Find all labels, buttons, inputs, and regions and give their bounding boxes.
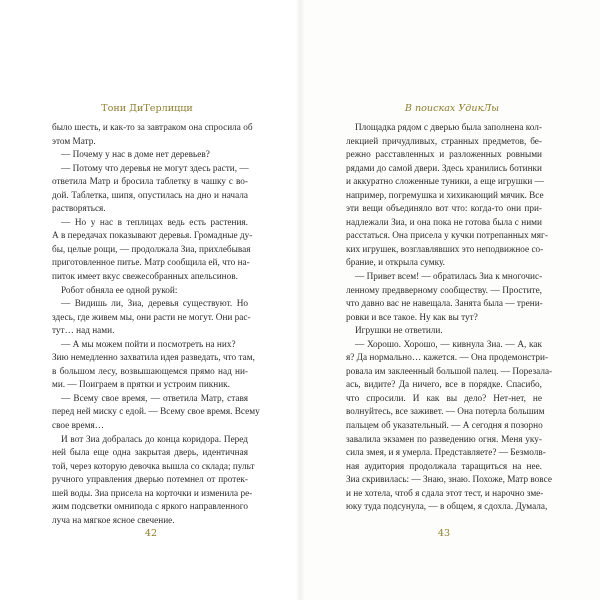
text-line: А в передачах показывают деревья. Громадные ду-: [52, 231, 253, 242]
book-gutter: [296, 0, 304, 600]
text-line: ких игрушек, возглавлявших это неподвижное со-: [346, 244, 544, 255]
right-page-number: 43: [437, 528, 451, 539]
text-line: луча на мягкое ясное свечение.: [52, 515, 175, 526]
text-line: что спросили. И как вы дело? Нет-нет, не: [346, 393, 542, 404]
text-line: пальцем об указательный. — А сегодня я позорно: [346, 421, 543, 432]
text-line: расстаться. Она присела у кучки потрепанных мяг-: [346, 231, 548, 242]
left-running-head: Тони ДиТерлицци: [101, 103, 193, 114]
text-line: свое время…: [52, 421, 105, 432]
text-line: — Хорошо. Хорошо, — кивнула Зиа. — А, как: [355, 339, 542, 350]
text-line: перед ней миску с едой. — Всему свое время. Всему: [52, 407, 260, 418]
text-line: той, через которую девочка вышла со склада; пульт: [52, 461, 255, 472]
text-line: ответила Матр и бросила таблетку в чашку с во-: [52, 177, 248, 188]
text-line: Зиа скривилась: — Знаю, знаю. Похоже, Матр вовсе: [346, 475, 552, 486]
left-body-text: [52, 122, 260, 528]
text-line: например, погремушка и хихикающий мячик. Все: [346, 190, 544, 201]
text-line: завалила экзамен по разведению огня. Меня уку-: [346, 434, 542, 445]
text-line: сила змея, и я умерла. Представляете? — Безмолв-: [346, 448, 546, 459]
text-line: ровки и все такое. Ну как вы тут?: [346, 312, 478, 323]
right-running-head: В поисках УдикЛы: [404, 103, 500, 114]
left-page-number: 42: [144, 528, 158, 539]
text-line: юку туда подсунула, — в общем, я сдохла. Думала,: [346, 502, 548, 513]
text-line: питок имеет вкус свежесобранных апельсинов.: [52, 272, 238, 283]
text-line: — А мы можем пойти и посмотреть на них?: [61, 339, 236, 350]
text-line: тут… над нами.: [52, 326, 115, 337]
text-line: Робот обняла ее одной рукой:: [61, 285, 178, 296]
text-line: я? Да нормально… кажется. — Она продемонстри-: [346, 353, 549, 364]
text-line: надлежали Зиа, и она пока не готова была с ними: [346, 217, 542, 228]
text-line: — Всему свое время, — ответила Матр, ставя: [61, 393, 248, 404]
text-line: бы, целые рощи, — продолжала Зиа, прихлебывая: [52, 244, 251, 255]
text-line: Площадка рядом с дверью была заполнена кол-: [355, 123, 542, 133]
text-line: И вот Зиа добралась до конца коридора. Перед: [61, 434, 248, 445]
text-line: здесь, где живем мы, они расти не могут. Они рас-: [52, 312, 251, 323]
text-line: и не хотела, чтоб я сдала этот тест, и нарочно зме-: [346, 488, 544, 499]
text-line: было шесть, и как-то за завтраком она спросила об: [52, 123, 253, 133]
text-line: ручного управления дверью потемнел от протек-: [52, 475, 248, 486]
text-line: Зию немедленно захватила идея разведать, что там,: [52, 353, 255, 364]
text-line: этом Матр.: [52, 136, 96, 147]
text-line: — Но у нас в теплицах ведь есть растения.: [61, 217, 248, 228]
text-line: — Видишь ли, Зиа, деревья существуют. Но: [61, 299, 248, 310]
text-line: что давно вас не навещала. Занята была — трени-: [346, 299, 543, 310]
text-line: рядами до самой двери. Здесь хранились ботинки: [346, 163, 542, 174]
right-page: [300, 0, 600, 600]
text-line: растворяться.: [52, 204, 106, 215]
right-body-text: [346, 122, 553, 515]
text-line: лекцией причудливых, странных предметов, бе-: [346, 136, 542, 147]
text-line: в большом лесу, возвышающемся прямо над ни-: [52, 366, 248, 377]
text-line: приготовленное питье. Матр сообщила ей, что на-: [52, 258, 250, 269]
text-line: дой. Таблетка, шипя, опустилась на дно и начала: [52, 190, 248, 201]
text-line: ми. — Поиграем в прятки и устроим пикник.: [52, 380, 230, 391]
text-line: режно расставленных и разложенных ровными: [346, 150, 542, 161]
text-line: ленному предвверному сообществу. — Простите,: [346, 285, 542, 296]
text-line: — Почему у нас в доме нет деревьев?: [61, 150, 210, 161]
text-line: шей воды. Зиа присела на корточки и изменила ре-: [52, 488, 253, 499]
text-line: брание, и открыла сумку.: [346, 258, 445, 269]
text-line: эти вещи объединяло вот что: когда-то они при-: [346, 204, 542, 215]
text-line: и аккуратно сложенные туники, а еще игрушки —: [346, 177, 544, 188]
text-line: ная аудитория продолжала таращиться на нее.: [346, 461, 542, 472]
text-line: ась, видите? Да ничего, все в порядке. Спасибо,: [346, 380, 542, 391]
text-line: ней была еще одна закрытая дверь, идентичная: [52, 448, 248, 459]
text-line: ровала им заклеенный большой палец. — Порезала-: [346, 366, 553, 377]
text-line: волнуйтесь, все заживет. — Она потерла большим: [346, 407, 545, 418]
text-line: Игрушки не ответили.: [355, 326, 443, 337]
text-line: жим подсветки омнипода с яркого направленного: [52, 502, 248, 513]
text-line: — Потому что деревья не могут здесь расти, —: [61, 163, 249, 174]
text-line: — Привет всем! — обратилась Зиа к многочис-: [355, 272, 543, 283]
